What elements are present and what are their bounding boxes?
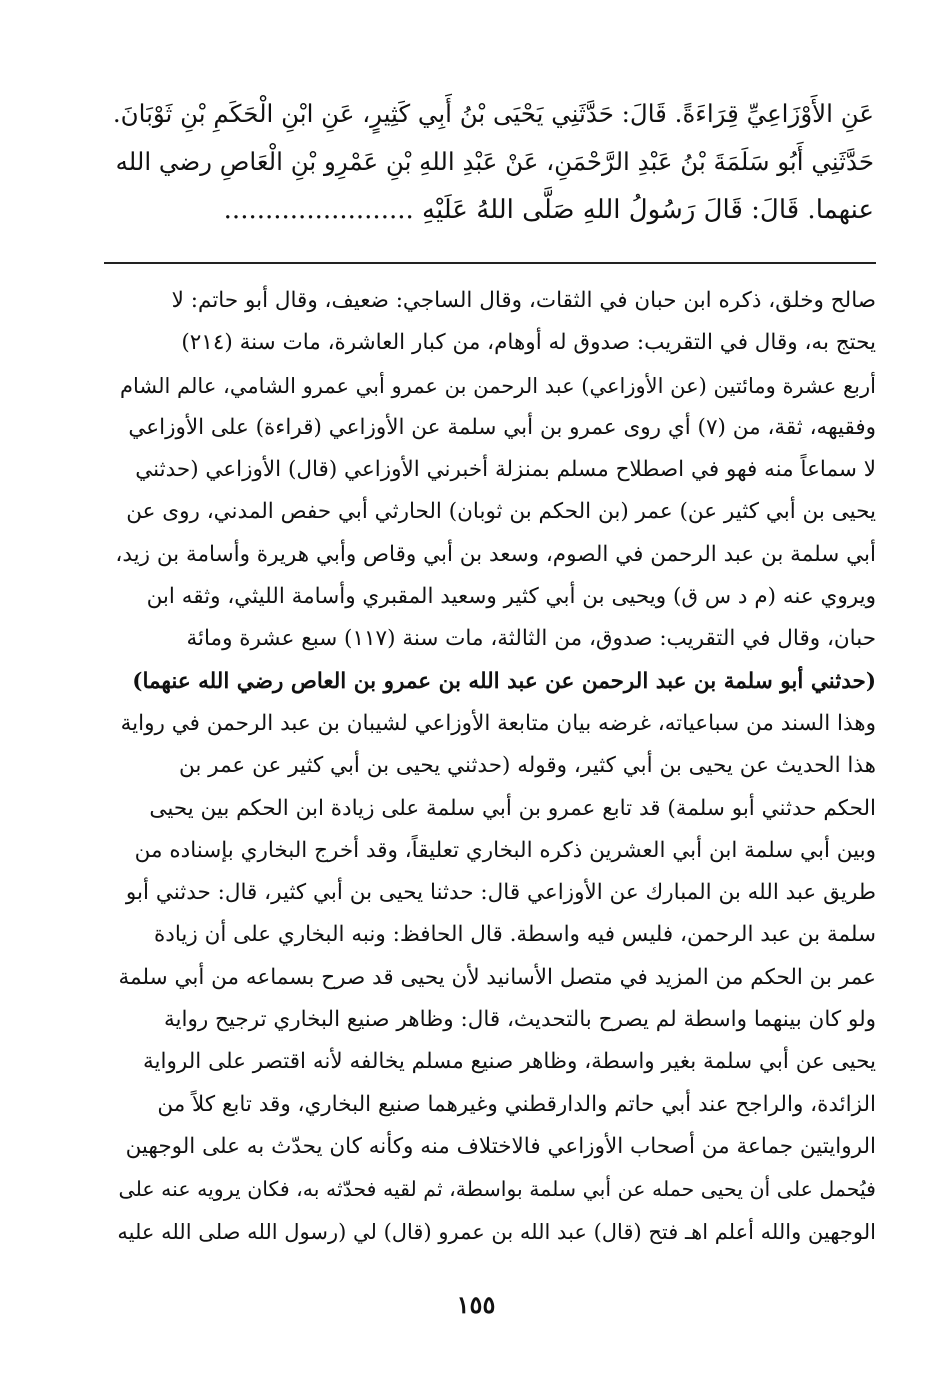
hadith-line: حَدَّثَنِي أَبُو سَلَمَةَ بْنُ عَبْدِ الرَّحْمَنِ، عَنْ عَبْدِ اللهِ بْنِ عَمْرِو بْنِ الْعَاصِ رضي الله xyxy=(115,147,874,176)
commentary-text xyxy=(104,280,876,1253)
commentary-line-bold: (حدثني أبو سلمة بن عبد الرحمن عن عبد الله بن عمرو بن العاص رضي الله عنهما) xyxy=(132,668,876,694)
commentary-line: صالح وخلق، ذكره ابن حبان في الثقات، وقال الساجي: ضعيف، وقال أبو حاتم: لا xyxy=(171,288,876,313)
commentary-line: وفقيهه، ثقة، من (٧) أي روى عمرو بن أبي سلمة عن الأوزاعي (قراءة) على الأوزاعي xyxy=(128,414,876,440)
commentary-line: حبان، وقال في التقريب: صدوق، من الثالثة، مات سنة (١١٧) سبع عشرة ومائة xyxy=(186,626,876,652)
hadith-text xyxy=(104,90,874,234)
commentary-line: طريق عبد الله بن المبارك عن الأوزاعي قال: حدثنا يحيى بن أبي كثير، قال: حدثني أبو xyxy=(125,880,876,906)
commentary-line: لا سماعاً منه فهو في اصطلاح مسلم بمنزلة أخبرني الأوزاعي (قال) الأوزاعي (حدثني xyxy=(135,457,876,483)
commentary-line: وبين أبي سلمة ابن أبي العشرين ذكره البخاري تعليقاً، وقد أخرج البخاري بإسناده من xyxy=(134,837,876,863)
hadith-line: عنهما. قَالَ: قَالَ رَسُولُ اللهِ صَلَّى اللهُ عَلَيْهِ ....................... xyxy=(223,195,874,225)
commentary-line: يحيى بن أبي كثير عن) عمر (بن الحكم بن ثوبان) الحارثي أبي حفص المدني، روى عن xyxy=(126,499,876,525)
commentary-line: الحكم حدثني أبو سلمة) قد تابع عمرو بن أبي سلمة على زيادة ابن الحكم بين يحيى xyxy=(149,795,876,821)
commentary-line: ويروي عنه (م د س ق) ويحيى بن أبي كثير وسعيد المقبري وأسامة الليثي، وثقه ابن xyxy=(146,584,876,610)
commentary-line: سلمة بن عبد الرحمن، فليس فيه واسطة. قال الحافظ: ونبه البخاري على أن زيادة xyxy=(153,922,876,948)
commentary-line: فيُحمل على أن يحيى حمله عن أبي سلمة بواسطة، ثم لقيه فحدّثه به، فكان يرويه عنه على xyxy=(118,1177,876,1202)
section-divider xyxy=(104,262,876,264)
commentary-line: ولو كان بينهما واسطة لم يصرح بالتحديث، قال: وظاهر صنيع البخاري ترجيح رواية xyxy=(163,1007,876,1033)
commentary-line: يحيى عن أبي سلمة بغير واسطة، وظاهر صنيع مسلم يخالفه لأنه اقتصر على الرواية xyxy=(142,1049,876,1075)
page-number: ١٥٥ xyxy=(456,1290,496,1319)
commentary-line: عمر بن الحكم من المزيد في متصل الأسانيد لأن يحيى قد صرح بسماعه من أبي سلمة xyxy=(118,964,876,990)
hadith-line: عَنِ الأَوْزَاعِيِّ قِرَاءَةً. قَالَ: حَدَّثَنِي يَحْيَى بْنُ أَبِي كَثِيرٍ، عَنِ ابْنِ الْحَكَمِ بْنِ ثَوْبَانَ. xyxy=(112,99,874,128)
commentary-line: الروايتين جماعة من أصحاب الأوزاعي فالاختلاف منه وكأنه كان يحدّث به على الوجهين xyxy=(125,1133,876,1159)
commentary-line: أربع عشرة ومائتين (عن الأوزاعي) عبد الرحمن بن عمرو أبي عمرو الشامي، عالم الشام xyxy=(120,373,876,398)
commentary-line: وهذا السند من سباعياته، غرضه بيان متابعة الأوزاعي لشيبان بن عبد الرحمن في رواية xyxy=(120,710,876,736)
commentary-line: هذا الحديث عن يحيى بن أبي كثير، وقوله (حدثني يحيى بن أبي كثير عن عمر بن xyxy=(178,753,876,779)
commentary-line: أبي سلمة بن عبد الرحمن في الصوم، وسعد بن أبي وقاص وأبي هريرة وأسامة بن زيد، xyxy=(115,541,876,567)
commentary-line: يحتج به، وقال في التقريب: صدوق له أوهام، من كبار العاشرة، مات سنة (٢١٤) xyxy=(181,330,876,356)
commentary-line: الزائدة، والراجح عند أبي حاتم والدارقطني وغيرهما صنيع البخاري، وقد تابع كلاً من xyxy=(157,1091,876,1117)
commentary-line: الوجهين والله أعلم اهـ فتح (قال) عبد الله بن عمرو (قال) لي (رسول الله صلى الله عليه xyxy=(117,1219,876,1244)
